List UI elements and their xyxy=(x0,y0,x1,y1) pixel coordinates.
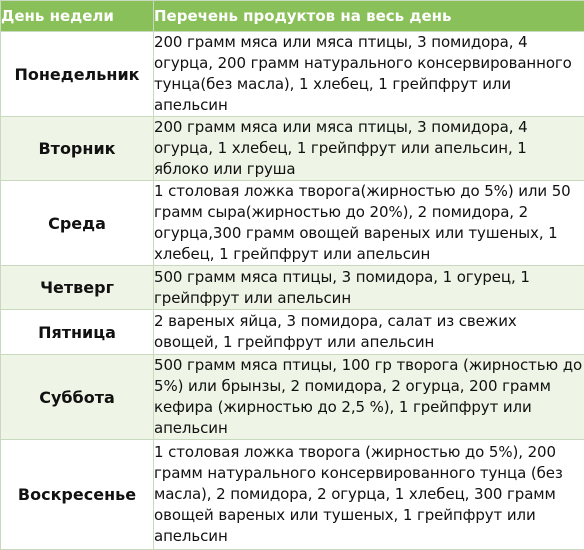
day-cell: Воскресенье xyxy=(1,440,154,550)
day-cell: Суббота xyxy=(1,355,154,440)
header-day: День недели xyxy=(1,1,154,32)
day-cell: Среда xyxy=(1,181,154,266)
header-products: Перечень продуктов на весь день xyxy=(154,1,584,32)
products-cell: 1 столовая ложка творога (жирностью до 5%), 200 грамм натурального консервированного тунца (без масла), 2 помидора, 2 огурца, 1 хлебец, 300 грамм овощей вареных или тушеных, 1 грейпфрут или апельсин xyxy=(154,440,584,550)
day-cell: Четверг xyxy=(1,266,154,310)
products-cell: 1 столовая ложка творога(жирностью до 5%) или 50 грамм сыра(жирностью до 20%), 2 помидора, 2 огурца,300 грамм овощей вареных или тушеных, 1 хлебец, 1 грейпфрут или апельсин xyxy=(154,181,584,266)
day-cell: Вторник xyxy=(1,117,154,181)
day-cell: Пятница xyxy=(1,310,154,355)
table-row xyxy=(1,310,584,355)
products-cell: 200 грамм мяса или мяса птицы, 3 помидора, 4 огурца, 200 грамм натурального консервированного тунца(без масла), 1 хлебец, 1 грейпфрут или апельсин xyxy=(154,32,584,117)
table-row xyxy=(1,32,584,117)
table-row xyxy=(1,117,584,181)
table-row xyxy=(1,181,584,266)
products-cell: 500 грамм мяса птицы, 100 гр творога (жирностью до 5%) или брынзы, 2 помидора, 2 огурца, 200 грамм кефира (жирностью до 2,5 %), 1 грейпфрут или апельсин xyxy=(154,355,584,440)
table-row xyxy=(1,266,584,310)
day-cell: Понедельник xyxy=(1,32,154,117)
products-cell: 200 грамм мяса или мяса птицы, 3 помидора, 4 огурца, 1 хлебец, 1 грейпфрут или апельсин, 1 яблоко или груша xyxy=(154,117,584,181)
header-row xyxy=(1,1,584,32)
products-cell: 2 вареных яйца, 3 помидора, салат из свежих овощей, 1 грейпфрут или апельсин xyxy=(154,310,584,355)
table-row xyxy=(1,355,584,440)
products-cell: 500 грамм мяса птицы, 3 помидора, 1 огурец, 1 грейпфрут или апельсин xyxy=(154,266,584,310)
table-row xyxy=(1,440,584,550)
